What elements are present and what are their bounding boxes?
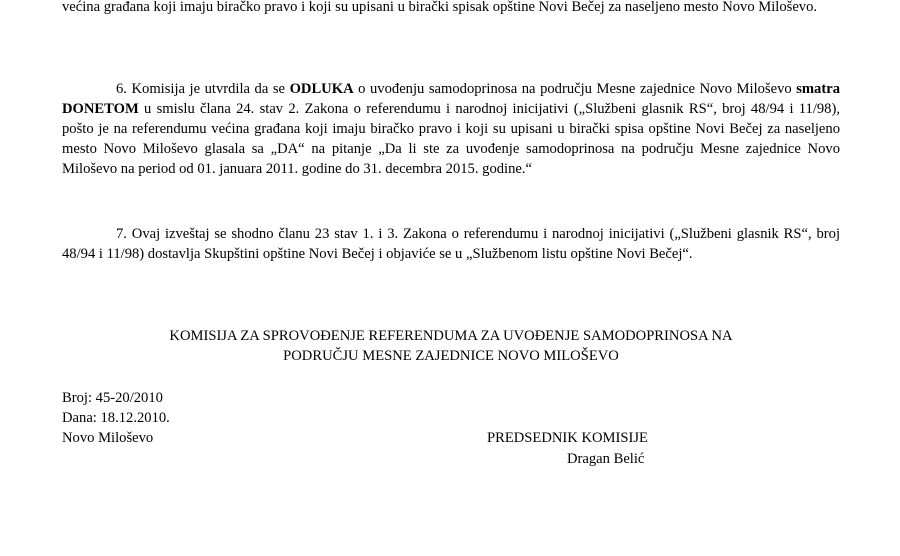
signature-role: PREDSEDNIK KOMISIJE <box>487 430 648 446</box>
paragraph-6-text-1: 6. Komisija je utvrdila da se <box>116 81 290 97</box>
document-number: Broj: 45-20/2010 <box>62 390 163 406</box>
heading-line-2: PODRUČJU MESNE ZAJEDNICE NOVO MILOŠEVO <box>283 348 619 364</box>
paragraph-7: 7. Ovaj izveštaj se shodno članu 23 stav 1. i 3. Zakona o referendumu i narodnoj inicijativi („Službeni glasnik RS“, broj 48/94 i 11/98) dostavlja Skupštini opštine Novi Bečej i objaviće se u „Službenom listu opštine Novi Bečej“. <box>62 226 840 262</box>
signature-name: Dragan Belić <box>567 451 645 467</box>
paragraph-top: većina građana koji imaju biračko pravo i koji su upisani u birački spisak opštine Novi Bečej za naseljeno mesto Novo Miloševo. <box>62 0 818 15</box>
paragraph-6 <box>62 79 840 179</box>
paragraph-6-bold-donetom: smatra DONETOM <box>62 81 840 117</box>
document-place: Novo Miloševo <box>62 430 154 446</box>
document-date: Dana: 18.12.2010. <box>62 410 170 426</box>
paragraph-6-text-2: o uvođenju samodoprinosa na području Mesne zajednice Novo Miloševo <box>353 81 797 97</box>
paragraph-6-bold-odluka: ODLUKA <box>289 81 354 97</box>
paragraph-6-text-3: u smislu člana 24. stav 2. Zakona o referendumu i narodnoj inicijativi („Službeni glasnik RS“, broj 48/94 i 11/98), pošto je na referendumu većina građana koji imaju biračko pravo i koji su upisani u birački spisa opštine Novi Bečej za naseljeno mesto Novo Miloševo glasala sa „DA“ na pitanje „Da li ste za uvođenje samodoprinosa na području Mesne zajednice Novo Miloševo na period od 01. januara 2011. godine do 31. decembra 2015. godine.“ <box>62 101 840 177</box>
heading-line-1: KOMISIJA ZA SPROVOĐENJE REFERENDUMA ZA UVOĐENJE SAMODOPRINOSA NA <box>169 328 733 344</box>
